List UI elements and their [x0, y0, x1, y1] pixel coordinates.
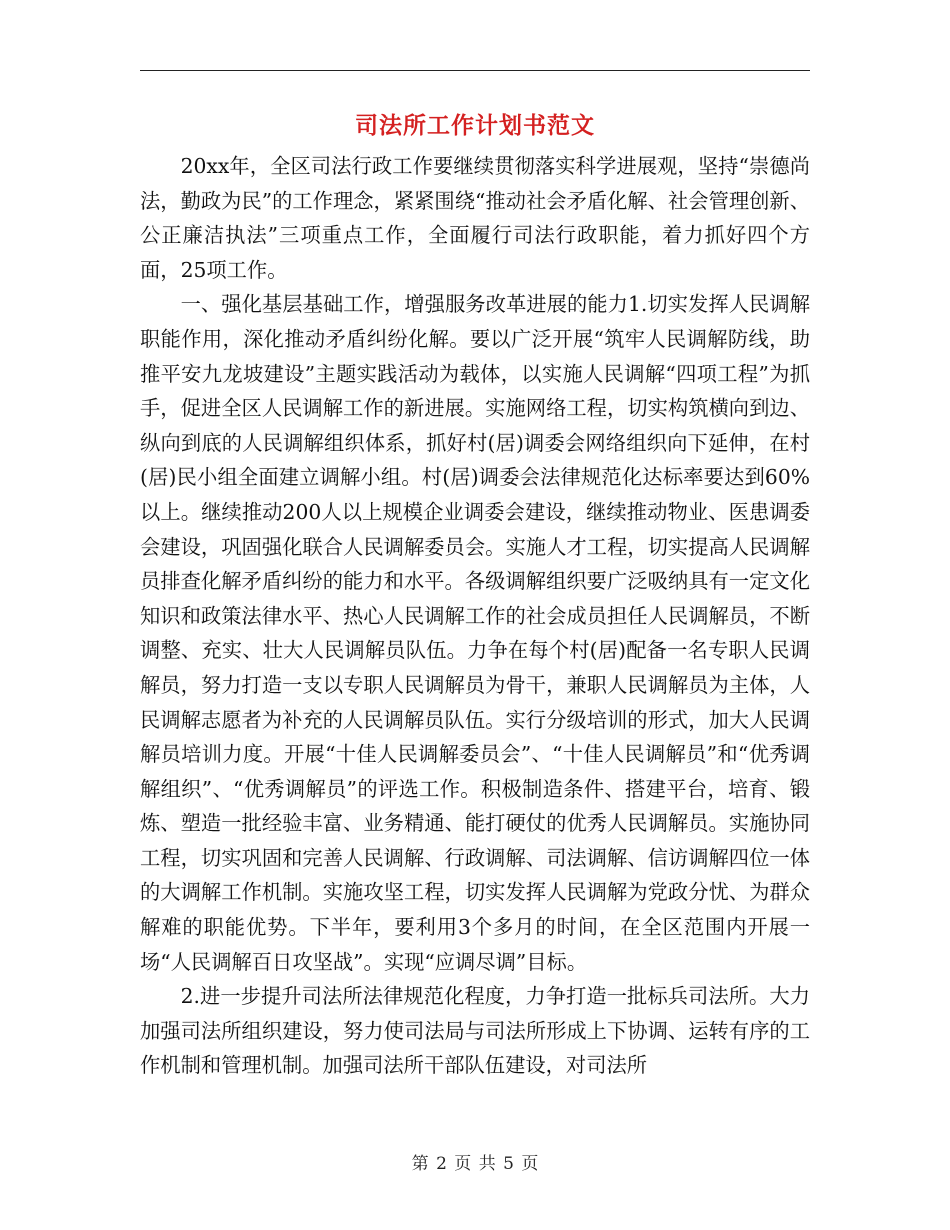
- paragraph-item-two: 2.进一步提升司法所法律规范化程度，力争打造一批标兵司法所。大力加强司法所组织建设，努力使司法局与司法所形成上下协调、运转有序的工作机制和管理机制。加强司法所干部队伍建设，对司法所: [140, 984, 810, 1078]
- header-rule: [140, 70, 810, 71]
- paragraph-intro: 20xx年，全区司法行政工作要继续贯彻落实科学进展观，坚持“崇德尚法，勤政为民”的工作理念，紧紧围绕“推动社会矛盾化解、社会管理创新、公正廉洁执法”三项重点工作，全面履行司法行政职能，着力抓好四个方面，25项工作。: [140, 154, 810, 282]
- document-title: 司法所工作计划书范文: [355, 112, 595, 139]
- document-body: [140, 149, 810, 1083]
- page-number: 第 2 页 共 5 页: [411, 1154, 539, 1174]
- paragraph-section-one: 一、强化基层基础工作，增强服务改革进展的能力1.切实发挥人民调解职能作用，深化推动矛盾纠纷化解。要以广泛开展“筑牢人民调解防线，助推平安九龙坡建设”主题实践活动为载体，以实施人民调解“四项工程”为抓手，促进全区人民调解工作的新进展。实施网络工程，切实构筑横向到边、纵向到底的人民调解组织体系，抓好村(居)调委会网络组织向下延伸，在村(居)民小组全面建立调解小组。村(居)调委会法律规范化达标率要达到60%以上。继续推动200人以上规模企业调委会建设，继续推动物业、医患调委会建设，巩固强化联合人民调解委员会。实施人才工程，切实提高人民调解员排查化解矛盾纠纷的能力和水平。各级调解组织要广泛吸纳具有一定文化知识和政策法律水平、热心人民调解工作的社会成员担任人民调解员，不断调整、充实、壮大人民调解员队伍。力争在每个村(居)配备一名专职人民调解员，努力打造一支以专职人民调解员为骨干，兼职人民调解员为主体，人民调解志愿者为补充的人民调解员队伍。实行分级培训的形式，加大人民调解员培训力度。开展“十佳人民调解委员会”、“十佳人民调解员”和“优秀调解组织”、“优秀调解员”的评选工作。积极制造条件、搭建平台，培育、锻炼、塑造一批经验丰富、业务精通、能打硬仗的优秀人民调解员。实施协同工程，切实巩固和完善人民调解、行政调解、司法调解、信访调解四位一体的大调解工作机制。实施攻坚工程，切实发挥人民调解为党政分忧、为群众解难的职能优势。下半年，要利用3个多月的时间，在全区范围内开展一场“人民调解百日攻坚战”。实现“应调尽调”目标。: [140, 292, 810, 974]
